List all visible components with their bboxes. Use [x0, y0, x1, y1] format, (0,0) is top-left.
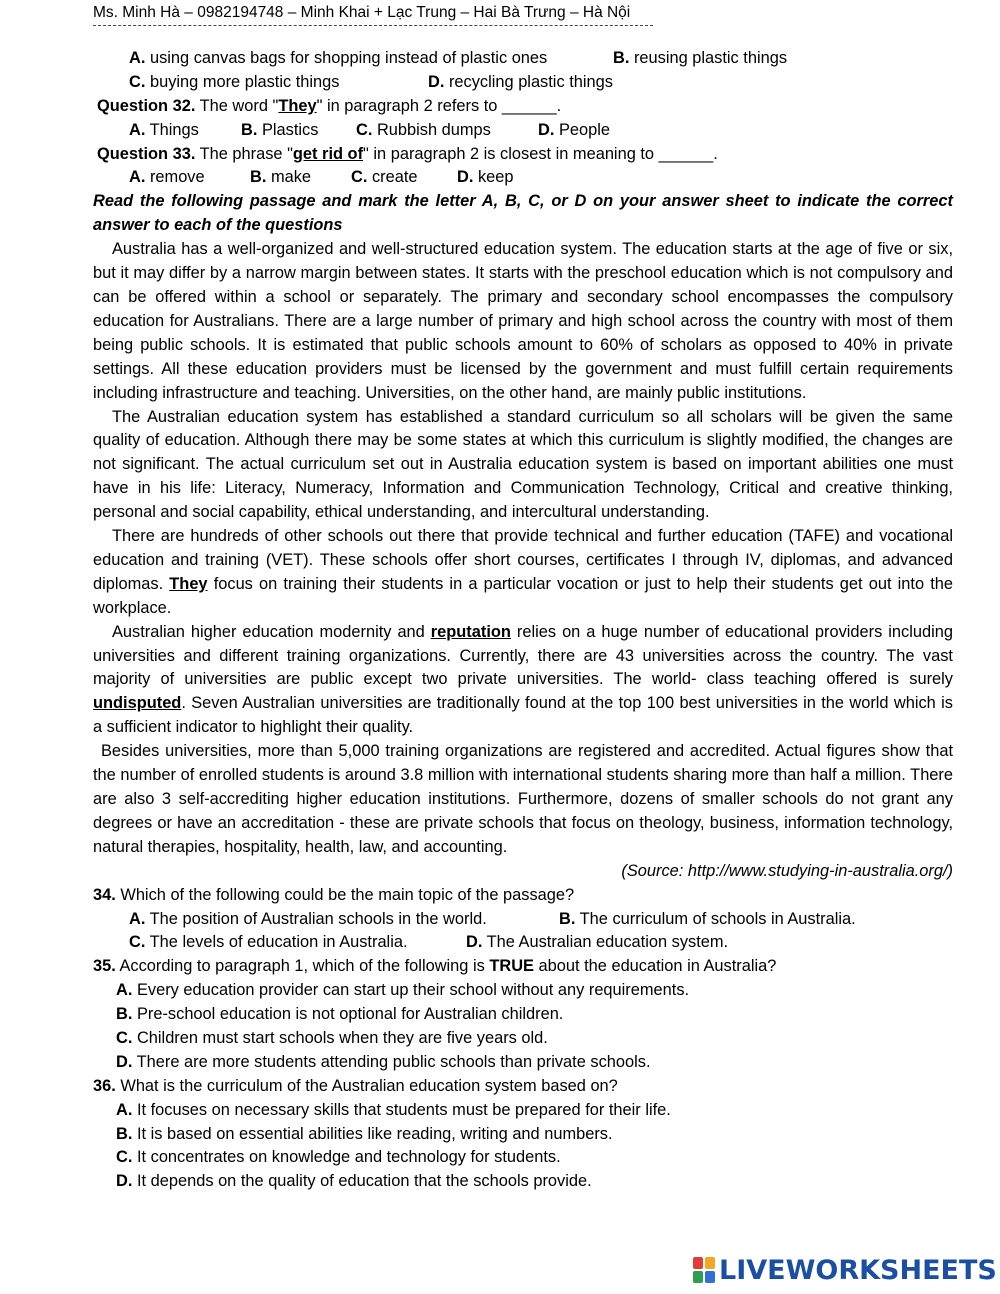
q31-option-c[interactable]: C. buying more plastic things [129, 72, 340, 91]
q35-option-d[interactable]: D. There are more students attending public schools than private schools. [116, 1052, 651, 1071]
underlined-undisputed: undisputed [93, 694, 182, 713]
logo-text: LIVEWORKSHEETS [719, 1254, 997, 1286]
q33-option-d[interactable]: D. keep [457, 168, 514, 187]
logo-grid-icon [693, 1257, 715, 1283]
q31-options-row-1 [93, 47, 953, 71]
q35-option-b[interactable]: B. Pre-school education is not optional for Australian children. [116, 1005, 564, 1024]
q33-option-a[interactable]: A. remove [129, 168, 205, 187]
q32-stem: Question 32. The word "They" in paragraph 2 refers to ______. [97, 96, 562, 115]
q36-option-b[interactable]: B. It is based on essential abilities like reading, writing and numbers. [116, 1124, 613, 1143]
q31-options-row-2 [93, 71, 953, 95]
q32-option-a[interactable]: A. Things [129, 120, 199, 139]
q34-stem: 34. Which of the following could be the main topic of the passage? [93, 885, 575, 904]
q33-option-c[interactable]: C. create [351, 168, 418, 187]
q32-option-c[interactable]: C. Rubbish dumps [356, 120, 491, 139]
worksheet-content [93, 47, 953, 1194]
q35-option-a[interactable]: A. Every education provider can start up their school without any requirements. [116, 981, 690, 1000]
passage-paragraph-4: Australian higher education modernity and reputation relies on a huge number of educational providers including universities and different training organizations. Currently, there are 43 universities across the country. The vast majority of universities are public except two private universities. The world- class teaching offered is surely undisputed. Seven Australian universities are traditionally found at the top 100 best universities in the world which is a sufficient indicator to highlight their quality. [93, 622, 953, 737]
q35-option-c[interactable]: C. Children must start schools when they are five years old. [116, 1028, 548, 1047]
liveworksheets-logo[interactable] [693, 1255, 997, 1285]
q36-option-d[interactable]: D. It depends on the quality of education that the schools provide. [116, 1172, 592, 1191]
q33-option-b[interactable]: B. make [250, 168, 312, 187]
passage-paragraph-3: There are hundreds of other schools out there that provide technical and further education (TAFE) and vocational education and training (VET). These schools offer short courses, certificates I through IV, diplomas, and advanced diplomas. They focus on training their students in a particular vocation or just to help their students get out into the workplace. [93, 527, 954, 617]
q31-option-a[interactable]: A. using canvas bags for shopping instead of plastic ones [129, 49, 548, 67]
q32-option-d[interactable]: D. People [538, 120, 610, 139]
q34-option-c[interactable]: C. The levels of education in Australia. [129, 933, 408, 952]
q34-option-b[interactable]: B. The curriculum of schools in Australia. [559, 909, 856, 928]
q32-option-b[interactable]: B. Plastics [241, 120, 319, 139]
q35-stem: 35. According to paragraph 1, which of the following is TRUE about the education in Australia? [93, 957, 777, 976]
passage-paragraph-5: Besides universities, more than 5,000 training organizations are registered and accredited. Actual figures show that the number of enrolled students is around 3.8 million with international students sharing more than half a million. There are also 3 self-accrediting higher education institutions. Furthermore, dozens of smaller schools do not grant any degrees or have an accreditation - these are private schools that focus on theology, business, information technology, natural therapies, hospitality, health, law, and accounting. [93, 742, 953, 856]
q36-stem: 36. What is the curriculum of the Australian education system based on? [93, 1076, 618, 1095]
q33-stem: Question 33. The phrase "get rid of" in paragraph 2 is closest in meaning to ______. [97, 144, 718, 163]
q34-option-d[interactable]: D. The Australian education system. [466, 933, 729, 952]
page-header: Ms. Minh Hà – 0982194748 – Minh Khai + Lạc Trung – Hai Bà Trưng – Hà Nội [93, 4, 631, 21]
header-divider [93, 25, 653, 26]
q32-options [93, 119, 953, 143]
passage-paragraph-2: The Australian education system has established a standard curriculum so all scholars will be given the same quality of education. Although there may be some states at which this curriculum is slightly modified, the changes are not significant. The actual curriculum set out in Australia education system is based on important abilities one must have in his life: Literacy, Numeracy, Information and Communication Technology, Critical and creative thinking, personal and social capability, ethical understanding, and intercultural understanding. [93, 407, 953, 522]
q31-option-b[interactable]: B. reusing plastic things [613, 49, 788, 67]
q36-option-a[interactable]: A. It focuses on necessary skills that students must be prepared for their life. [116, 1100, 671, 1119]
passage-paragraph-1: Australia has a well-organized and well-structured education system. The education starts at the age of five or six, but it may differ by a narrow margin between states. It starts with the preschool education which is not compulsory and can be offered within a school or separately. The primary and secondary school encompasses the compulsory education for Australians. There are a large number of primary and high school across the country with most of them being public schools. It is estimated that public schools amount to 60% of scholars as opposed to 40% in private settings. All these education providers must be licensed by the government and must fulfill certain requirements including infrastructure and teaching. Universities, on the other hand, are mainly public institutions. [93, 240, 953, 402]
underlined-reputation: reputation [430, 622, 511, 641]
q34-option-a[interactable]: A. The position of Australian schools in the world. [129, 909, 487, 928]
underlined-they: They [169, 574, 208, 593]
q33-options [93, 166, 953, 190]
passage-source: (Source: http://www.studying-in-australia.org/) [621, 861, 953, 880]
q34-options-row-1 [93, 908, 953, 932]
q34-options-row-2 [93, 931, 953, 955]
q36-option-c[interactable]: C. It concentrates on knowledge and technology for students. [116, 1148, 561, 1167]
q31-option-d[interactable]: D. recycling plastic things [428, 72, 613, 91]
reading-instruction: Read the following passage and mark the letter A, B, C, or D on your answer sheet to indicate the correct answer to each of the questions [93, 192, 953, 235]
